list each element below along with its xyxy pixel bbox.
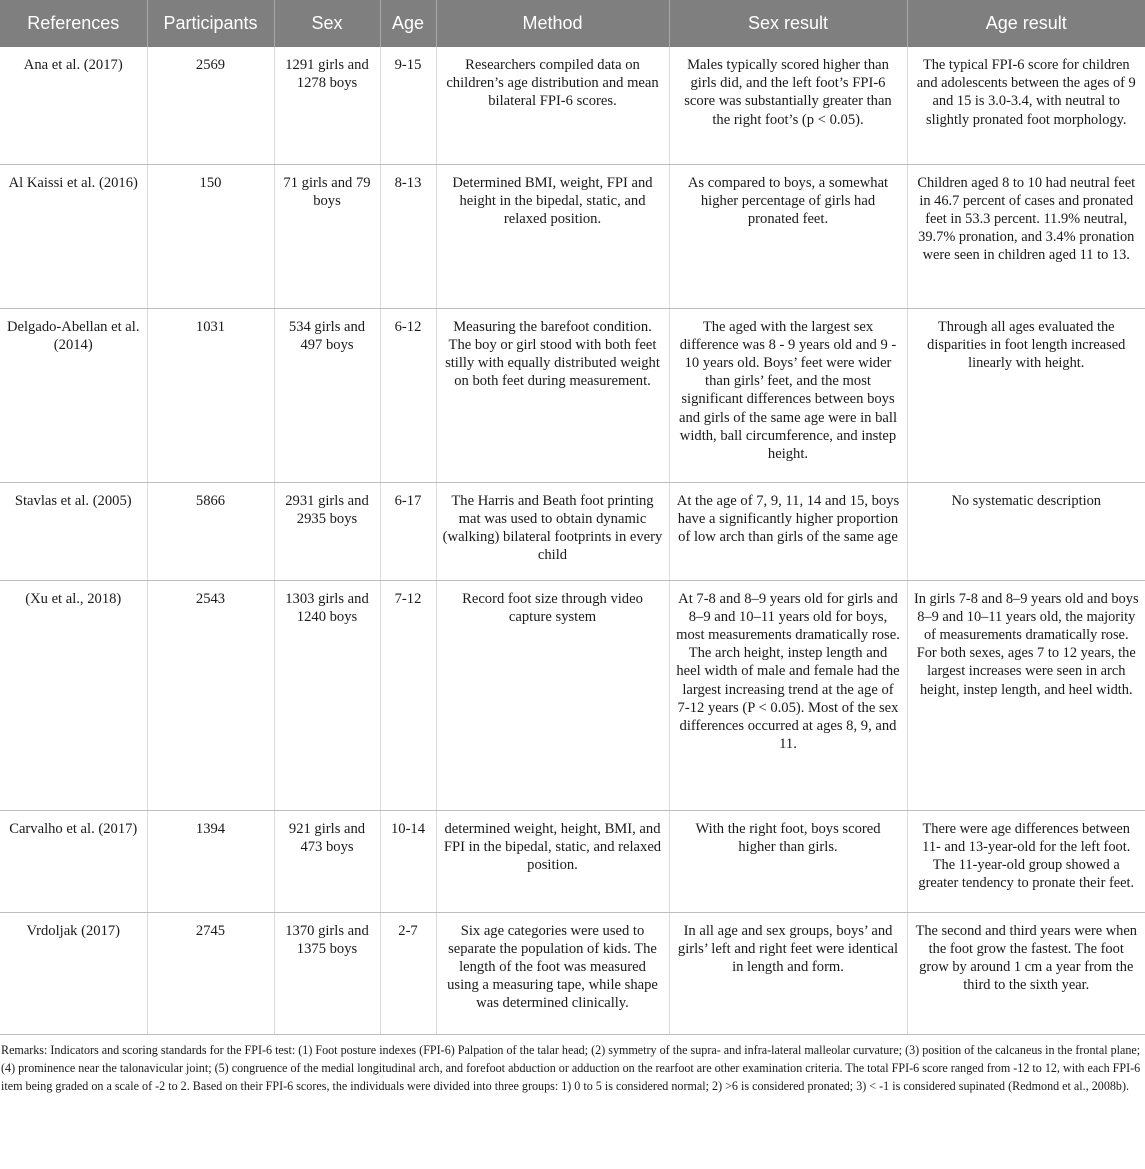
cell-method: The Harris and Beath foot printing mat was used to obtain dynamic (walking) bilateral footprints in every child [436,482,669,580]
cell-participants: 150 [147,164,274,308]
cell-sex: 921 girls and 473 boys [274,810,380,912]
cell-method: determined weight, height, BMI, and FPI in the bipedal, static, and relaxed position. [436,810,669,912]
cell-sex: 1370 girls and 1375 boys [274,912,380,1034]
cell-age: 2-7 [380,912,436,1034]
header-sex: Sex [274,0,380,47]
header-age: Age [380,0,436,47]
header-method: Method [436,0,669,47]
cell-age-result: The typical FPI-6 score for children and adolescents between the ages of 9 and 15 is 3.0-3.4, with neutral to slightly pronated foot morphology. [907,47,1145,164]
table-row [0,810,1145,912]
cell-reference: Al Kaissi et al. (2016) [0,164,147,308]
header-participants: Participants [147,0,274,47]
cell-age: 7-12 [380,580,436,810]
cell-age: 6-12 [380,308,436,482]
cell-participants: 2745 [147,912,274,1034]
table-row [0,580,1145,810]
cell-sex: 1291 girls and 1278 boys [274,47,380,164]
cell-participants: 5866 [147,482,274,580]
table-row [0,308,1145,482]
cell-method: Measuring the barefoot condition. The boy or girl stood with both feet stilly with equally distributed weight on both feet during measurement. [436,308,669,482]
cell-method: Six age categories were used to separate the population of kids. The length of the foot was measured using a measuring tape, while shape was determined clinically. [436,912,669,1034]
table-row [0,47,1145,164]
cell-reference: Stavlas et al. (2005) [0,482,147,580]
cell-reference: Ana et al. (2017) [0,47,147,164]
cell-sex-result: Males typically scored higher than girls did, and the left foot’s FPI-6 score was substantially greater than the right foot’s (p < 0.05). [669,47,907,164]
cell-age-result: Children aged 8 to 10 had neutral feet in 46.7 percent of cases and pronated feet in 53.3 percent. 11.9% neutral, 39.7% pronation, and 3.4% pronation were seen in children aged 11 to 13. [907,164,1145,308]
cell-age-result: The second and third years were when the foot grow the fastest. The foot grow by around 1 cm a year from the third to the sixth year. [907,912,1145,1034]
cell-participants: 2543 [147,580,274,810]
header-sex-result: Sex result [669,0,907,47]
cell-reference: Carvalho et al. (2017) [0,810,147,912]
header-age-result: Age result [907,0,1145,47]
cell-participants: 1394 [147,810,274,912]
cell-age-result: Through all ages evaluated the disparities in foot length increased linearly with height. [907,308,1145,482]
table-row [0,912,1145,1034]
cell-participants: 2569 [147,47,274,164]
cell-sex-result: With the right foot, boys scored higher than girls. [669,810,907,912]
cell-age: 8-13 [380,164,436,308]
table-row [0,482,1145,580]
cell-method: Determined BMI, weight, FPI and height in the bipedal, static, and relaxed position. [436,164,669,308]
table-remarks: Remarks: Indicators and scoring standards for the FPI-6 test: (1) Foot posture indexes (FPI-6) Palpation of the talar head; (2) symmetry of the supra- and infra-lateral malleolar curvature; (3) position of the calcaneus in the frontal plane; (4) prominence near the talonavicular joint; (5) congruence of the medial longitudinal arch, and forefoot abduction or adduction on the rearfoot are other examination criteria. The total FPI-6 score ranged from -12 to 12, with each FPI-6 item being graded on a scale of -2 to 2. Based on their FPI-6 scores, the individuals were divided into three groups: 1) 0 to 5 is considered normal; 2) >6 is considered pronated; 3) < -1 is considered supinated (Redmond et al., 2008b). [1,1042,1141,1093]
cell-age: 6-17 [380,482,436,580]
cell-age: 10-14 [380,810,436,912]
cell-age-result: In girls 7-8 and 8–9 years old and boys 8–9 and 10–11 years old, the majority of measurements dramatically rose. For both sexes, ages 7 to 12 years, the largest increases were seen in arch height, instep length, and heel width. [907,580,1145,810]
cell-age-result: No systematic description [907,482,1145,580]
cell-method: Record foot size through video capture system [436,580,669,810]
cell-reference: (Xu et al., 2018) [0,580,147,810]
cell-method: Researchers compiled data on children’s age distribution and mean bilateral FPI-6 scores. [436,47,669,164]
cell-reference: Vrdoljak (2017) [0,912,147,1034]
cell-sex-result: At the age of 7, 9, 11, 14 and 15, boys have a significantly higher proportion of low arch than girls of the same age [669,482,907,580]
cell-sex: 534 girls and 497 boys [274,308,380,482]
cell-sex-result: As compared to boys, a somewhat higher percentage of girls had pronated feet. [669,164,907,308]
cell-reference: Delgado-Abellan et al. (2014) [0,308,147,482]
cell-sex: 71 girls and 79 boys [274,164,380,308]
cell-sex-result: In all age and sex groups, boys’ and girls’ left and right feet were identical in length and form. [669,912,907,1034]
header-references: References [0,0,147,47]
cell-sex-result: The aged with the largest sex difference was 8 - 9 years old and 9 - 10 years old. Boys’ feet were wider than girls’ feet, and the most significant differences between boys and girls of the same age were in ball width, ball circumference, and instep height. [669,308,907,482]
cell-age-result: There were age differences between 11- and 13-year-old for the left foot. The 11-year-old group showed a greater tendency to pronate their feet. [907,810,1145,912]
cell-age: 9-15 [380,47,436,164]
table-row [0,164,1145,308]
cell-sex-result: At 7-8 and 8–9 years old for girls and 8–9 and 10–11 years old for boys, most measurements dramatically rose. The arch height, instep length and heel width of male and female had the largest increasing trend at the age of 7-12 years (P < 0.05). Most of the sex differences occurred at ages 8, 9, and 11. [669,580,907,810]
table-header-row [0,0,1145,47]
cell-participants: 1031 [147,308,274,482]
cell-sex: 1303 girls and 1240 boys [274,580,380,810]
cell-sex: 2931 girls and 2935 boys [274,482,380,580]
